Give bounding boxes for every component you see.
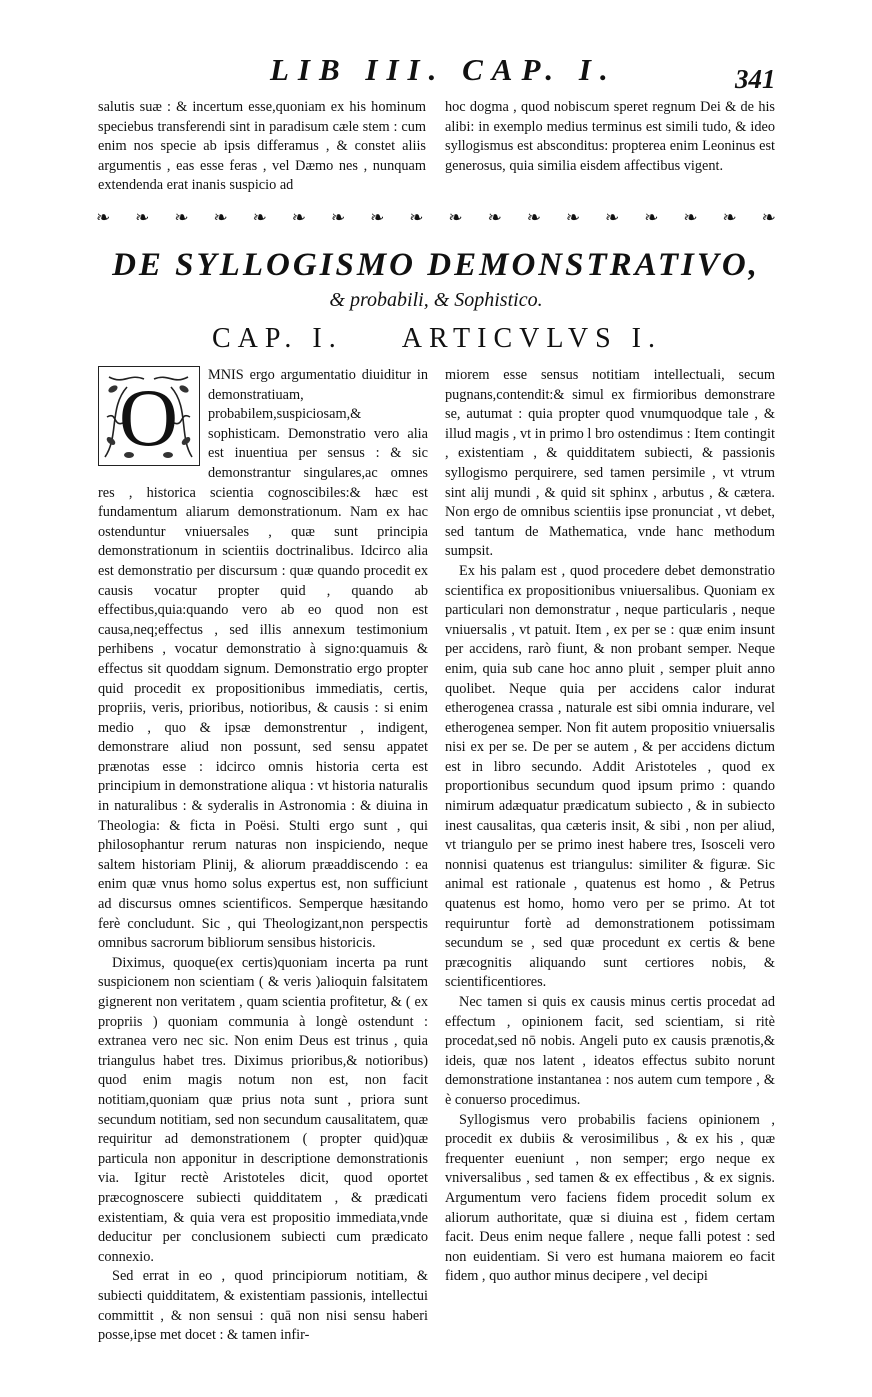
main-right-column <box>445 366 775 1287</box>
running-head <box>0 52 872 96</box>
foliage-icon <box>99 367 198 464</box>
paragraph: salutis suæ : & incertum esse,quoniam ex his hominum speciebus transferendi sint in paradisum cæle stem : cum enim nos specie ab ipsis differamus , & constet aliis argumentis , eas esse feras , vel Dæmo nes , nunquam extendenda erat inanis suspicio ad <box>98 99 426 194</box>
fleuron-icon: ❧ <box>448 208 463 227</box>
fleuron-icon: ❧ <box>409 208 424 227</box>
paragraph: Ex his palam est , quod procedere debet demonstratio scientifica ex propositionibus vniuersalibus. Quoniam ex particulari non demonstratur , neque particularis , neque vniuersalis , vt patuit. Item , ex per se : quæ enim insunt per accidens, rarò fiunt, & non probant semper. Neque enim, quia sub cane hoc anno pluit , semper pluit anno quolibet. Neque quia per accidens calor indurat etherogenea crassa , naturale est sibi omnia indurare, vel etherogenea semper. Non fit autem propositio vniuersalis nisi ex per se. De per se autem , & per accidens dictum est in libro secundo. Addit Aristoteles , quod ex proportionibus secundum quod ipsum primo : quando nimirum adæquatur prædicatum subiecto , & in subiecto inest causalitas, qua cæteris insit, & sibi , non per aliud, vt triangulo per se primo inest habere tres, Isosceli vero nonnisi quatenus est triangulus: similiter & figuræ. Sic animal est rationale , quatenus est homo , & Petrus quatenus est homo, homo vero per se primo. At tot requiruntur fortè ad demonstrationem potissimam secundum se , sed quæ procedunt ex certis & bene præcognitis aliquando sunt certiores nobis, & scientificentiores. <box>445 562 775 991</box>
paragraph: MNIS ergo argumentatio diuiditur in demonstratiuam, probabilem,suspiciosam,& sophisticam. Demonstratio vero alia est inuentiua per sensus : & sic demonstrantur singulares,ac omnes res , historica scientia cognoscibiles:& hæc est fundamentum aliarum demonstrationum. Nam ex hac ostenduntur vniuersales , quæ sunt principia demonstrationum in scientiis doctrinalibus. Idcirco alia est demonstratio per discursum : quæ quando procedit ex causis vocatur propter quid , quando ab effectibus,quia:quando vero ab eo quod non est causa,neq;effectus , sed illis annexum testimonium perhibens , vocatur demonstratio à signo:quamuis & effectus sit quoddam signum. Demonstratio ergo propter quid procedit ex propositionibus immediatis, certis, propriis, veris, prioribus, notioribus, & causis : si enim medio , quo & ipsæ demonstrentur , indigent, demonstrare aliud non possunt, sed sensu appatet prænotas esse : idcirco omnis historia certa est principium in demonstratione aliqua : vt historia naturalis in naturalibus : & syderalis in Astronomia : & diuina in Theologia: & ficta in Poësi. Stulti ergo sunt , qui philosophantur rerum naturas non inspiciendo, neque saltem historiam Plinij, & aliorum præaddiscendo : ea enim quæ vnus homo solus expertus est, non sufficiunt ad discursus omnes scientificos. Semperque hæsitando ferè concludunt. Sic , qui Theologizant,non perspectis omnibus sacrorum bibliorum sensibus historicis. <box>98 367 428 952</box>
cap-heading <box>212 323 662 355</box>
fleuron-icon: ❧ <box>135 208 150 227</box>
fleuron-icon: ❧ <box>565 208 581 227</box>
fleuron-icon: ❧ <box>722 208 737 227</box>
fleuron-icon: ❧ <box>252 208 267 227</box>
fleuron-icon: ❧ <box>291 208 307 227</box>
main-left-column <box>98 366 428 1346</box>
articulus-number: ARTICVLVS I. <box>401 323 662 354</box>
fleuron-icon: ❧ <box>644 208 659 227</box>
paragraph: miorem esse sensus notitiam intellectuali, secum pugnans,contendit:& simul ex firmioribus demonstrare se, autumat : quia propter quod vnumquodque tale , & illud magis , vt in primo l bro ostendimus : Item contingit , existentiam , & quidditatem subiecti, & passionis syllogismo perquirere, sed tamen persimile , vt vtrum sint alij mundi , & quid sit sphinx , arbutus , & cætera. Non ergo de omnibus scientiis ipse pronunciat , vt debet, sed tantum de Mathematica, vnde hanc methodum sumpsit. <box>445 367 775 560</box>
cap-number: CAP. I. <box>212 323 343 354</box>
fleuron-icon: ❧ <box>96 208 111 227</box>
paragraph: Diximus, quoque(ex certis)quoniam incerta pa runt suspicionem non scientiam ( & veris )alioquin falsitatem gignerent non veritatem , quam scientia profitetur, & ( ex propriis ) quoniam communia à longè ostendunt : extranea vero nec sic. Non enim Deus est trinus , quia triangulus habet tres. Diximus prioribus,& notioribus) quod enim magis notum non est, non facit notitiam,quoniam quæ prius nota sunt , priora sunt secundum notitiam, sed non secundum causalitatem, quæ requiritur ad demonstrationem ( propter quid)quæ particula non apponitur in descriptione demonstrationis via. Igitur rectè Aristoteles dicit, quod oportet præcognoscere subiecti quidditatem , & prædicati existentiam, & quia vera est propositio immediata,vnde deducitur per conclusionem subiecti cum prædicato connexio. <box>98 954 428 1265</box>
fleuron-icon: ❧ <box>370 208 385 227</box>
chapter-title: DE SYLLOGISMO DEMONSTRATIVO, <box>112 247 760 283</box>
paragraph: Sed errat in eo , quod principiorum notitiam, & subiecti quidditatem, & existentiam passionis, intellectui committit , & non sensui : quā non nisi sensu haberi posse,ipse met docet : & tamen infir- <box>98 1268 428 1344</box>
decorated-initial <box>98 366 200 466</box>
page-number: 341 <box>735 64 776 94</box>
chapter-subtitle: & probabili, & Sophistico. <box>329 289 543 311</box>
fleuron-icon: ❧ <box>330 208 346 227</box>
ornamental-divider <box>96 207 776 229</box>
top-right-column <box>445 98 775 176</box>
fleuron-icon: ❧ <box>526 208 541 227</box>
fleuron-icon: ❧ <box>761 208 776 227</box>
running-head-title: LIB III. CAP. I. <box>270 52 617 87</box>
initial-letter: O <box>118 372 179 463</box>
fleuron-icon: ❧ <box>174 208 189 227</box>
fleuron-icon: ❧ <box>605 208 620 227</box>
top-left-column <box>98 98 426 196</box>
fleuron-icon: ❧ <box>213 208 228 227</box>
paragraph: Nec tamen si quis ex causis minus certis procedat ad effectum , opinionem facit, sed scientiam, si ritè procedat,sed nō nobis. Angeli puto ex causis prænotis,& ideis, quæ nos latent , ideatos effectus subito norunt demonstratione instantanea : nos autem cum tempore , & è conuerso procedimus. <box>445 994 775 1108</box>
paragraph: Syllogismus vero probabilis faciens opinionem , procedit ex dubiis & verosimilibus , & ex his , quæ frequenter eueniunt , non semper; ergo neque ex vniversalibus , sed tamen & ex effectibus , & ex signis. Argumentum vero faciens fidem procedit solum ex aliorum authoritate, quæ si diuina est , fidem certam facit. Deus enim neque fallere , neque falli potest : sed non euidentiam. Si vero est humana maiorem eo facit fidem , quo author minus decipere , vel decipi <box>445 1111 775 1285</box>
fleuron-icon: ❧ <box>487 208 502 227</box>
fleuron-icon: ❧ <box>683 208 698 227</box>
paragraph: hoc dogma , quod nobiscum speret regnum Dei & de his alibi: in exemplo medius terminus est simili tudo, & ideo syllogismus est absconditus: propterea enim Leoninus est generosus, quia similia eisdem affectibus vigent. <box>445 99 775 174</box>
